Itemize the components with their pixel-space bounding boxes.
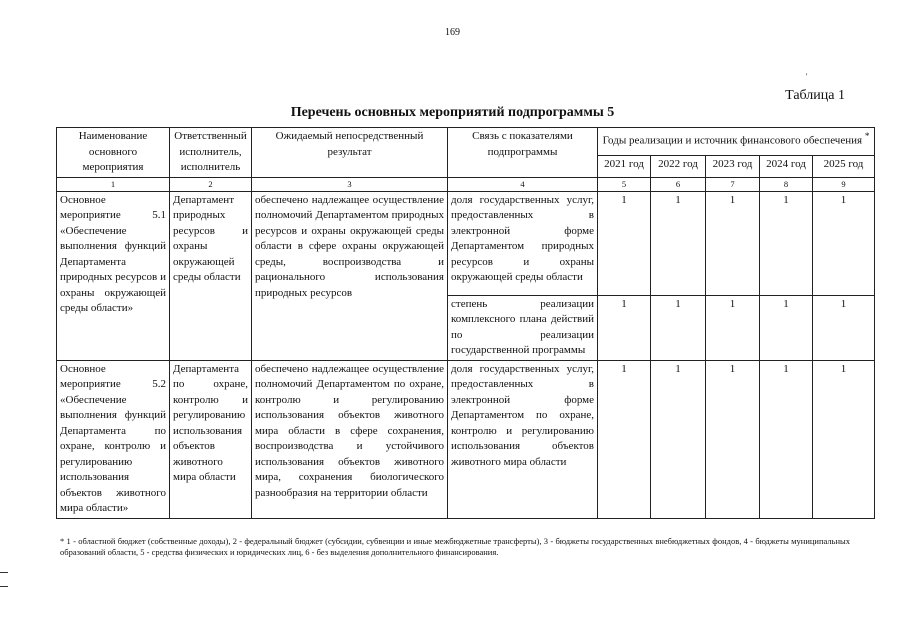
column-number: 5 (598, 177, 651, 191)
measure-result: обеспечено надлежащее осуществление полномочий Департаментом природных ресурсов и охраны окружающей среды области в сфере охраны окружающей среды, воспроизводства и рационального использования природных ресурсов (252, 191, 448, 360)
column-number: 4 (448, 177, 598, 191)
measure-name: Основное мероприятие 5.1 «Обеспечение выполнения функций Департамента природных ресурсов и охраны окружающей среды области» (57, 191, 170, 360)
column-number: 1 (57, 177, 170, 191)
margin-mark (0, 586, 8, 587)
measures-table (56, 127, 875, 519)
indicator-value: 1 (760, 295, 813, 360)
column-number: 8 (760, 177, 813, 191)
indicator-value: 1 (813, 360, 875, 518)
header-expected-result: Ожидаемый непосредственный результат (252, 128, 448, 178)
indicator-text: степень реализации комплексного плана действий по реализации государственной программы (448, 295, 598, 360)
header-year: 2023 год (706, 155, 760, 177)
header-years-footnote-marker: * (864, 131, 870, 141)
table-row (57, 191, 875, 295)
footnote: * 1 - областной бюджет (собственные доходы), 2 - федеральный бюджет (субсидии, субвенции и иные межбюджетные трансферты), 3 - бюджеты государственных внебюджетных фондов, 4 - бюджеты муниципальных образований области, 5 - средства физических и юридических лиц, 6 - без выделения дополнительного финансирования. (60, 536, 850, 557)
table-label: Таблица 1 (785, 88, 845, 103)
indicator-value: 1 (651, 295, 706, 360)
page-number: 169 (445, 27, 460, 38)
header-year: 2025 год (813, 155, 875, 177)
table-row (57, 360, 875, 518)
indicator-value: 1 (598, 360, 651, 518)
indicator-value: 1 (760, 360, 813, 518)
margin-mark (0, 572, 8, 573)
measure-executor: Департамента по охране, контролю и регулированию использования объектов животного мира области (170, 360, 252, 518)
column-number: 3 (252, 177, 448, 191)
header-year: 2024 год (760, 155, 813, 177)
column-number: 7 (706, 177, 760, 191)
indicator-value: 1 (813, 295, 875, 360)
indicator-value: 1 (706, 295, 760, 360)
column-number: 6 (651, 177, 706, 191)
header-year: 2022 год (651, 155, 706, 177)
measure-name: Основное мероприятие 5.2 «Обеспечение выполнения функций Департамента по охране, контролю и регулированию использования объектов животного мира области» (57, 360, 170, 518)
column-number: 2 (170, 177, 252, 191)
indicator-value: 1 (706, 191, 760, 295)
measure-result: обеспечено надлежащее осуществление полномочий Департаментом по охране, контролю и регулированию использования объектов животного мира области в сфере сохранения, воспроизводства и устойчивого использования объектов животного мира, сохранения биологического разнообразия на территории области (252, 360, 448, 518)
indicator-value: 1 (813, 191, 875, 295)
indicator-text: доля государственных услуг, предоставленных в электронной форме Департаментом по охране, контролю и регулированию использования объектов животного мира области (448, 360, 598, 518)
header-year: 2021 год (598, 155, 651, 177)
indicator-value: 1 (651, 191, 706, 295)
indicator-value: 1 (706, 360, 760, 518)
indicator-value: 1 (598, 191, 651, 295)
document-title: Перечень основных мероприятий подпрограммы 5 (290, 105, 615, 120)
header-indicators: Связь с показателями подпрограммы (448, 128, 598, 178)
header-measure-name: Наименование основного мероприятия (57, 128, 170, 178)
column-number: 9 (813, 177, 875, 191)
indicator-value: 1 (651, 360, 706, 518)
column-number-row (57, 177, 875, 191)
header-years-group (598, 128, 875, 156)
header-executor: Ответственный исполнитель, исполнитель (170, 128, 252, 178)
header-years-label: Годы реализации и источник финансового обеспечения (602, 134, 863, 147)
indicator-value: 1 (598, 295, 651, 360)
indicator-text: доля государственных услуг, предоставленных в электронной форме Департаментом природных ресурсов и охраны окружающей среды области (448, 191, 598, 295)
header-row (57, 128, 875, 156)
tick-mark: ' (806, 72, 808, 81)
measure-executor: Департамент природных ресурсов и охраны окружающей среды области (170, 191, 252, 360)
indicator-value: 1 (760, 191, 813, 295)
